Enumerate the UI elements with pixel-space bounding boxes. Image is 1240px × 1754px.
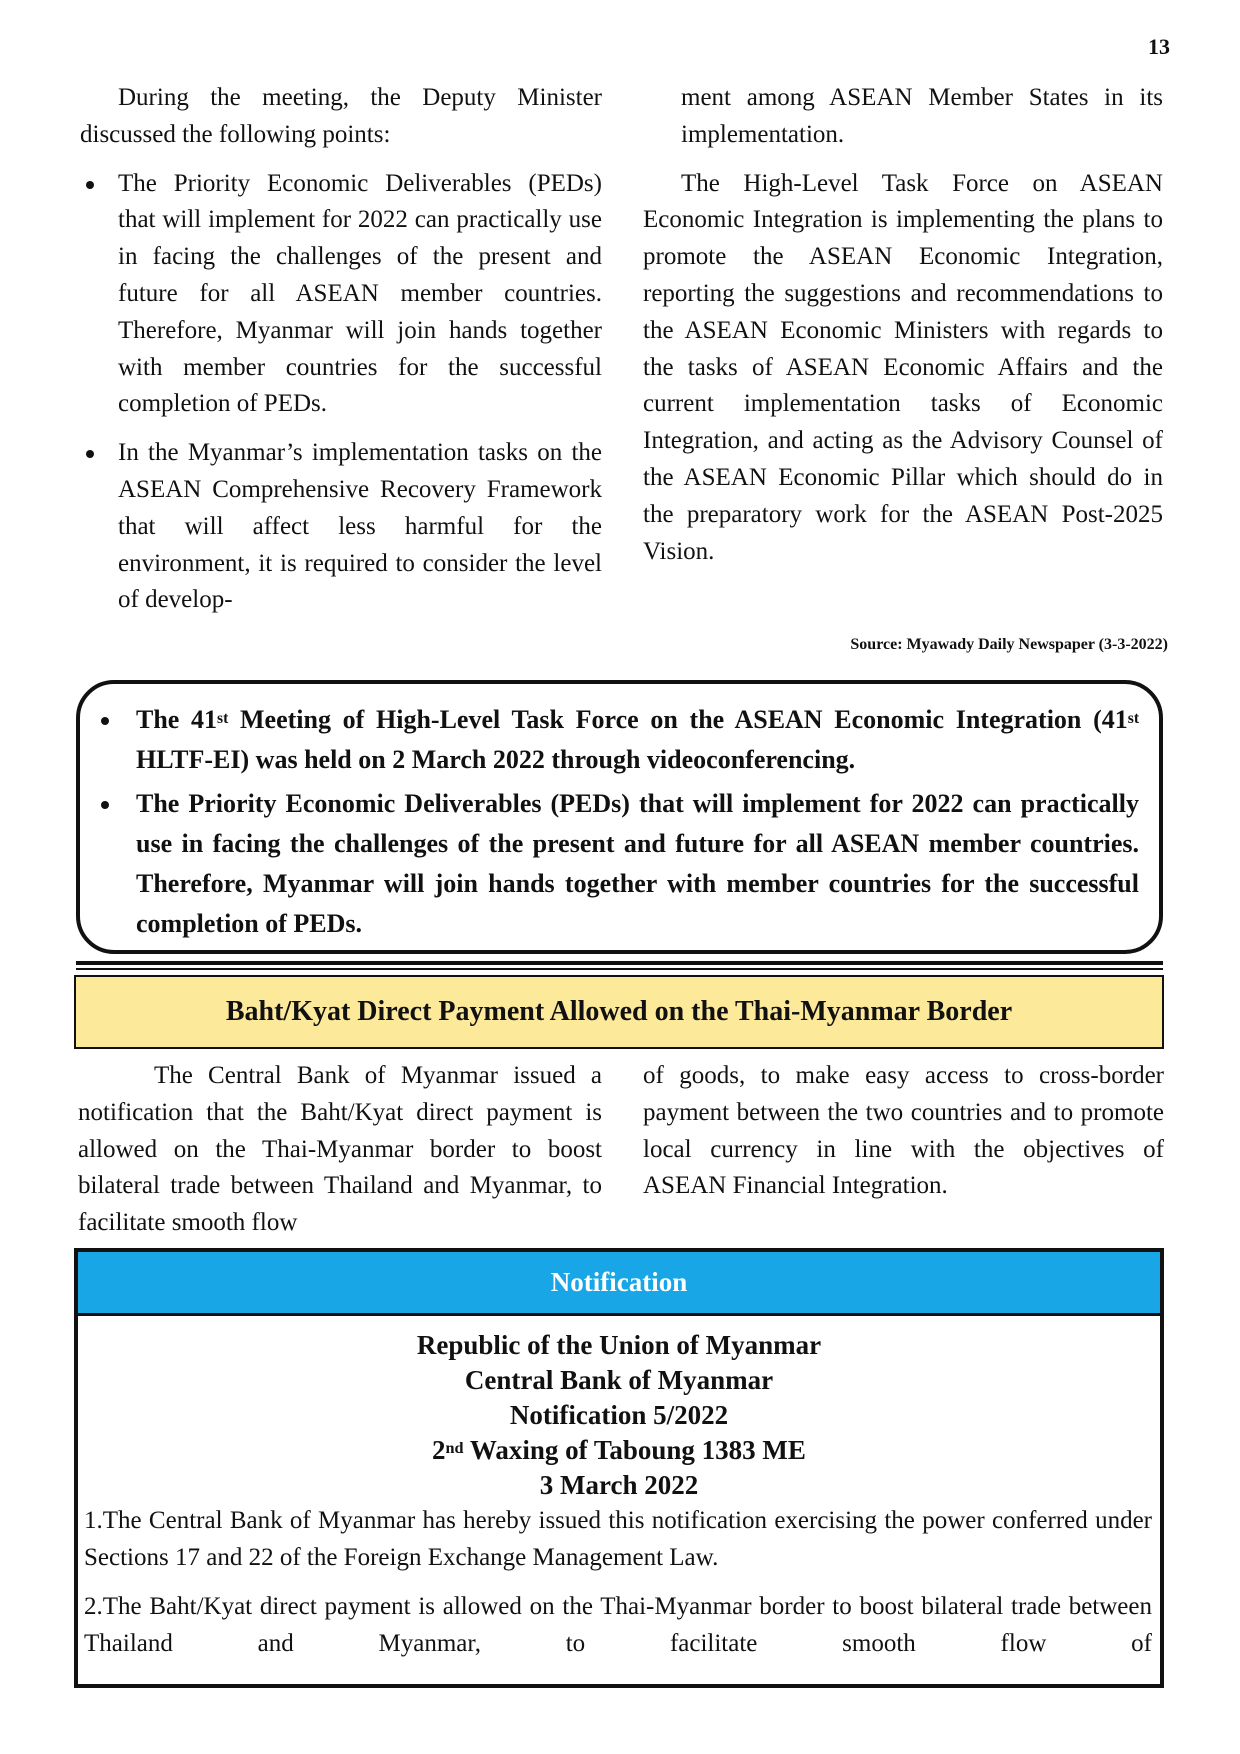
notification-box: [74, 1248, 1164, 1688]
notice-line: Central Bank of Myanmar: [464, 1365, 774, 1395]
notice-line: Republic of the Union of Myanmar: [416, 1330, 822, 1360]
notice-line: Notification 5/2022: [509, 1400, 729, 1430]
notice-line: 3 March 2022: [539, 1470, 699, 1500]
section-right-column: [643, 1058, 1164, 1205]
notice-paragraph: 2.The Baht/Kyat direct payment is allowed on the Thai-Myanmar border to boost bilateral trade between Thailand and Myanmar, to facilitate smooth flow of: [84, 1593, 1152, 1657]
points-list: [80, 166, 602, 620]
task-force-paragraph: The High-Level Task Force on ASEAN Economic Integration is implementing the plans to promote the ASEAN Economic Integration, reporting the suggestions and recommendations to the ASEAN Economic Ministers with regards to the tasks of ASEAN Economic Affairs and the current implementation tasks of Economic Integration, and acting as the Advisory Counsel of the ASEAN Economic Pillar which should do in the preparatory work for the ASEAN Post-2025 Vision.: [643, 169, 1163, 565]
list-item: The Priority Economic Deliverables (PEDs) that will implement for 2022 can practically use in facing the challenges of the present and future for all ASEAN member countries. Therefore, Myanmar will join hands together with member countries for the successful completion of PEDs.: [136, 784, 1139, 944]
highlight-list: [136, 700, 1139, 948]
list-item: The 41st Meeting of High-Level Task Force on the ASEAN Economic Integration (41st HLTF-EI) was held on 2 March 2022 through videoconferencing.: [136, 700, 1139, 780]
divider: [76, 968, 1163, 970]
source-citation: Source: Myawady Daily Newspaper (3-3-2022): [850, 636, 1168, 653]
section-right-paragraph: of goods, to make easy access to cross-border payment between the two countries and to promote local currency in line with the objectives of ASEAN Financial Integration.: [643, 1062, 1164, 1200]
highlight-box: [76, 680, 1163, 954]
notification-header: Notification: [78, 1252, 1160, 1316]
page-number: 13: [1148, 34, 1170, 59]
divider: [76, 961, 1163, 965]
notice-line: 2nd Waxing of Taboung 1383 ME: [432, 1435, 806, 1465]
section-left-paragraph: The Central Bank of Myanmar issued a notification that the Baht/Kyat direct payment is allowed on the Thai-Myanmar border to boost bilateral trade between Thailand and Myanmar, to facilitate smooth flow: [78, 1062, 602, 1237]
notice-paragraph: 1.The Central Bank of Myanmar has hereby issued this notification exercising the power conferred under Sections 17 and 22 of the Foreign Exchange Management Law.: [84, 1507, 1152, 1571]
right-column: [643, 80, 1163, 570]
left-column: [80, 80, 602, 631]
intro-paragraph: During the meeting, the Deputy Minister discussed the following points:: [80, 84, 602, 148]
section-title: Baht/Kyat Direct Payment Allowed on the Thai-Myanmar Border: [74, 975, 1164, 1049]
list-item: In the Myanmar’s implementation tasks on the ASEAN Comprehensive Recovery Framework that will affect less harmful for the environment, it is required to consider the level of develop-: [80, 435, 602, 619]
section-left-column: [78, 1058, 602, 1242]
notification-heading: [78, 1328, 1160, 1503]
continuation-paragraph: ment among ASEAN Member States in its implementation.: [681, 84, 1163, 148]
list-item: The Priority Economic Deliverables (PEDs) that will implement for 2022 can practically use in facing the challenges of the present and future for all ASEAN member countries. Therefore, Myanmar will join hands together with member countries for the successful completion of PEDs.: [80, 166, 602, 424]
notification-body: [84, 1502, 1152, 1674]
